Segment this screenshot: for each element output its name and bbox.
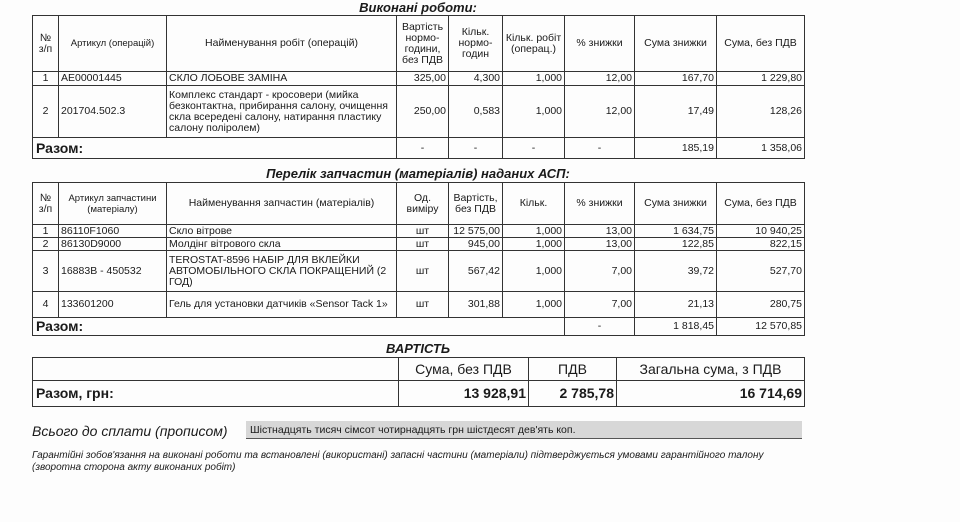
parts-header-article: Артикул запчастини (матеріалу) xyxy=(59,183,167,225)
row-sum: 822,15 xyxy=(717,238,805,251)
row-name: TEROSTAT-8596 НАБІР ДЛЯ ВКЛЕЙКИ АВТОМОБІЛЬНОГО СКЛА ПОКРАЩЕНИЙ (2 ГОД) xyxy=(167,251,397,292)
table-row xyxy=(33,86,805,138)
works-header-hour-price: Вартість нормо-години, без ПДВ xyxy=(397,16,449,72)
row-article: 201704.502.3 xyxy=(59,86,167,138)
parts-header-row xyxy=(33,183,805,225)
parts-header-qty: Кільк. xyxy=(503,183,565,225)
cost-header-vat: ПДВ xyxy=(529,358,617,381)
parts-header-number: № з/п xyxy=(33,183,59,225)
row-name: Комплекс стандарт - кросовери (мийка безконтактна, прибирання салону, очищення скла всередені салону, натирання пластику салону поліролем) xyxy=(167,86,397,138)
amount-in-words-value: Шістнадцять тисяч сімсот чотирнадцять грн шістдесят дев'ять коп. xyxy=(246,421,802,439)
works-total-dash: - xyxy=(449,138,503,159)
row-sum: 527,70 xyxy=(717,251,805,292)
row-qty: 1,000 xyxy=(503,292,565,318)
row-discount-sum: 39,72 xyxy=(635,251,717,292)
works-title: Виконані роботи: xyxy=(359,0,477,15)
row-price: 250,00 xyxy=(397,86,449,138)
cost-header-row xyxy=(33,358,805,381)
works-header-discount: % знижки xyxy=(565,16,635,72)
works-header-hours: Кільк. нормо-годин xyxy=(449,16,503,72)
cost-title: ВАРТІСТЬ xyxy=(385,341,451,356)
row-unit: шт xyxy=(397,292,449,318)
row-unit: шт xyxy=(397,251,449,292)
table-row xyxy=(33,238,805,251)
row-discount-sum: 122,85 xyxy=(635,238,717,251)
cost-sum: 13 928,91 xyxy=(399,381,529,407)
works-header-discount-sum: Сума знижки xyxy=(635,16,717,72)
works-total-label: Разом: xyxy=(33,138,397,159)
row-number: 1 xyxy=(33,72,59,86)
works-header-qty: Кільк. робіт (операц.) xyxy=(503,16,565,72)
works-table xyxy=(32,15,805,159)
row-number: 2 xyxy=(33,238,59,251)
row-number: 3 xyxy=(33,251,59,292)
parts-title: Перелік запчастин (матеріалів) наданих АСП: xyxy=(266,166,570,181)
row-discount: 12,00 xyxy=(565,72,635,86)
cost-table xyxy=(32,357,805,407)
row-name: СКЛО ЛОБОВЕ ЗАМІНА xyxy=(167,72,397,86)
row-discount: 7,00 xyxy=(565,251,635,292)
works-total-dash: - xyxy=(397,138,449,159)
row-discount: 12,00 xyxy=(565,86,635,138)
works-total-sum: 1 358,06 xyxy=(717,138,805,159)
row-qty: 1,000 xyxy=(503,86,565,138)
parts-total-label: Разом: xyxy=(33,318,565,336)
cost-header-sum: Сума, без ПДВ xyxy=(399,358,529,381)
table-row xyxy=(33,72,805,86)
row-article: 86110F1060 xyxy=(59,225,167,238)
cost-header-total: Загальна сума, з ПДВ xyxy=(617,358,805,381)
warranty-note: Гарантійні зобов'язання на виконані роботи та встановлені (використані) запасні частини (матеріали) підтверджується умовами гарантійного талону (зворотна сторона акту виконаних робіт) xyxy=(32,450,764,473)
row-price: 945,00 xyxy=(449,238,503,251)
parts-header-discount: % знижки xyxy=(565,183,635,225)
works-total-discount-sum: 185,19 xyxy=(635,138,717,159)
row-name: Гель для установки датчиків «Sensor Tack 1» xyxy=(167,292,397,318)
row-article: AE00001445 xyxy=(59,72,167,86)
row-discount-sum: 167,70 xyxy=(635,72,717,86)
table-row xyxy=(33,292,805,318)
works-total-row xyxy=(33,138,805,159)
works-total-dash: - xyxy=(503,138,565,159)
table-row xyxy=(33,251,805,292)
cost-header-empty xyxy=(33,358,399,381)
works-header-article: Артикул (операцій) xyxy=(59,16,167,72)
row-discount-sum: 17,49 xyxy=(635,86,717,138)
parts-header-name: Найменування запчастин (матеріалів) xyxy=(167,183,397,225)
cost-total: 16 714,69 xyxy=(617,381,805,407)
row-qty: 1,000 xyxy=(503,238,565,251)
works-header-name: Найменування робіт (операцій) xyxy=(167,16,397,72)
row-unit: шт xyxy=(397,225,449,238)
row-discount: 13,00 xyxy=(565,238,635,251)
works-header-number: № з/п xyxy=(33,16,59,72)
works-header-row xyxy=(33,16,805,72)
works-total-dash: - xyxy=(565,138,635,159)
row-discount: 13,00 xyxy=(565,225,635,238)
row-hours: 4,300 xyxy=(449,72,503,86)
cost-values-row xyxy=(33,381,805,407)
cost-label: Разом, грн: xyxy=(33,381,399,407)
row-number: 2 xyxy=(33,86,59,138)
parts-header-sum: Сума, без ПДВ xyxy=(717,183,805,225)
parts-total-sum: 12 570,85 xyxy=(717,318,805,336)
row-qty: 1,000 xyxy=(503,251,565,292)
row-sum: 10 940,25 xyxy=(717,225,805,238)
row-price: 12 575,00 xyxy=(449,225,503,238)
parts-table xyxy=(32,182,805,336)
row-number: 4 xyxy=(33,292,59,318)
parts-total-dash: - xyxy=(565,318,635,336)
row-price: 325,00 xyxy=(397,72,449,86)
row-unit: шт xyxy=(397,238,449,251)
row-number: 1 xyxy=(33,225,59,238)
row-name: Молдінг вітрового скла xyxy=(167,238,397,251)
parts-total-row xyxy=(33,318,805,336)
parts-header-unit: Од. виміру xyxy=(397,183,449,225)
parts-header-price: Вартість, без ПДВ xyxy=(449,183,503,225)
row-article: 133601200 xyxy=(59,292,167,318)
row-sum: 280,75 xyxy=(717,292,805,318)
row-discount: 7,00 xyxy=(565,292,635,318)
row-sum: 1 229,80 xyxy=(717,72,805,86)
row-hours: 0,583 xyxy=(449,86,503,138)
row-article: 16883B - 450532 xyxy=(59,251,167,292)
works-header-sum: Сума, без ПДВ xyxy=(717,16,805,72)
parts-total-discount-sum: 1 818,45 xyxy=(635,318,717,336)
row-price: 301,88 xyxy=(449,292,503,318)
cost-vat: 2 785,78 xyxy=(529,381,617,407)
row-article: 86130D9000 xyxy=(59,238,167,251)
row-discount-sum: 21,13 xyxy=(635,292,717,318)
row-qty: 1,000 xyxy=(503,225,565,238)
row-qty: 1,000 xyxy=(503,72,565,86)
row-sum: 128,26 xyxy=(717,86,805,138)
amount-in-words xyxy=(32,421,802,441)
row-name: Скло вітрове xyxy=(167,225,397,238)
row-discount-sum: 1 634,75 xyxy=(635,225,717,238)
table-row xyxy=(33,225,805,238)
row-price: 567,42 xyxy=(449,251,503,292)
amount-in-words-label: Всього до сплати (прописом) xyxy=(32,423,228,439)
parts-header-discount-sum: Сума знижки xyxy=(635,183,717,225)
